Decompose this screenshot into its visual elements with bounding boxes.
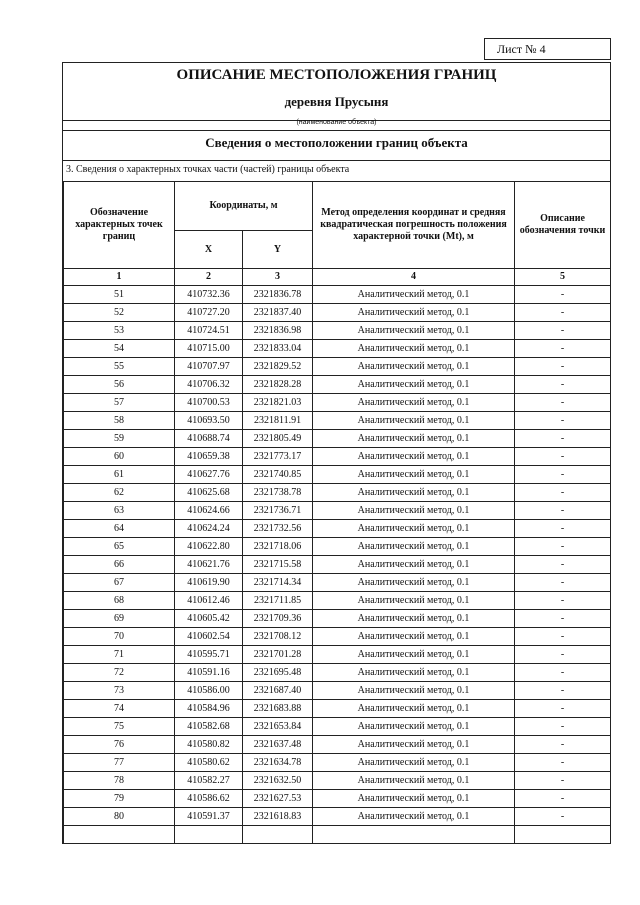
table-row [64,520,611,538]
description-cell: - [515,484,611,502]
description-cell: - [515,610,611,628]
method-cell: Аналитический метод, 0.1 [313,502,515,520]
coord-y: 2321821.03 [243,394,313,412]
header-description: Описание обозначения точки [515,182,611,269]
table-row [64,322,611,340]
coord-y: 2321708.12 [243,628,313,646]
divider [63,160,610,161]
coord-x: 410627.76 [175,466,243,484]
empty-cell [515,826,611,844]
coord-x: 410715.00 [175,340,243,358]
point-number: 56 [64,376,175,394]
point-number: 76 [64,736,175,754]
description-cell: - [515,520,611,538]
empty-row [64,826,611,844]
point-number: 53 [64,322,175,340]
method-cell: Аналитический метод, 0.1 [313,628,515,646]
empty-cell [313,826,515,844]
table-row [64,790,611,808]
coord-x: 410605.42 [175,610,243,628]
coord-y: 2321701.28 [243,646,313,664]
column-number: 2 [175,269,243,286]
method-cell: Аналитический метод, 0.1 [313,718,515,736]
description-cell: - [515,736,611,754]
coord-y: 2321805.49 [243,430,313,448]
point-number: 60 [64,448,175,466]
method-cell: Аналитический метод, 0.1 [313,754,515,772]
table-row [64,304,611,322]
description-cell: - [515,592,611,610]
description-cell: - [515,286,611,304]
coord-y: 2321714.34 [243,574,313,592]
header-coords: Координаты, м [175,182,313,231]
coord-y: 2321637.48 [243,736,313,754]
coord-y: 2321683.88 [243,700,313,718]
coord-x: 410591.16 [175,664,243,682]
description-cell: - [515,376,611,394]
description-cell: - [515,628,611,646]
coord-y: 2321627.53 [243,790,313,808]
coord-x: 410659.38 [175,448,243,466]
table-row [64,628,611,646]
point-number: 66 [64,556,175,574]
table-row [64,808,611,826]
coord-x: 410580.82 [175,736,243,754]
table-row [64,574,611,592]
description-cell: - [515,682,611,700]
header-y: Y [243,231,313,269]
method-cell: Аналитический метод, 0.1 [313,772,515,790]
method-cell: Аналитический метод, 0.1 [313,520,515,538]
header-point: Обозначение характерных точек границ [64,182,175,269]
description-cell: - [515,754,611,772]
method-cell: Аналитический метод, 0.1 [313,538,515,556]
description-cell: - [515,718,611,736]
point-number: 70 [64,628,175,646]
coord-x: 410586.00 [175,682,243,700]
table-row [64,502,611,520]
method-cell: Аналитический метод, 0.1 [313,664,515,682]
table-row [64,664,611,682]
point-number: 57 [64,394,175,412]
empty-cell [243,826,313,844]
method-cell: Аналитический метод, 0.1 [313,736,515,754]
coord-x: 410700.53 [175,394,243,412]
table-row [64,718,611,736]
coord-x: 410595.71 [175,646,243,664]
coord-x: 410706.32 [175,376,243,394]
method-cell: Аналитический метод, 0.1 [313,286,515,304]
sheet-number: Лист № 4 [484,38,611,60]
table-row [64,682,611,700]
method-cell: Аналитический метод, 0.1 [313,610,515,628]
coord-y: 2321740.85 [243,466,313,484]
coord-x: 410707.97 [175,358,243,376]
header-method: Метод определения координат и средняя квадратическая погрешность положения характерной точки (Mt), м [313,182,515,269]
point-number: 58 [64,412,175,430]
point-number: 71 [64,646,175,664]
table-row [64,754,611,772]
table-row [64,358,611,376]
description-cell: - [515,556,611,574]
method-cell: Аналитический метод, 0.1 [313,394,515,412]
method-cell: Аналитический метод, 0.1 [313,322,515,340]
coord-y: 2321736.71 [243,502,313,520]
point-number: 67 [64,574,175,592]
method-cell: Аналитический метод, 0.1 [313,376,515,394]
coord-y: 2321718.06 [243,538,313,556]
document-title: ОПИСАНИЕ МЕСТОПОЛОЖЕНИЯ ГРАНИЦ [176,67,497,83]
point-number: 63 [64,502,175,520]
coord-x: 410693.50 [175,412,243,430]
point-number: 74 [64,700,175,718]
table-row [64,376,611,394]
divider [63,130,610,131]
coord-y: 2321828.28 [243,376,313,394]
method-cell: Аналитический метод, 0.1 [313,592,515,610]
method-cell: Аналитический метод, 0.1 [313,304,515,322]
coord-x: 410591.37 [175,808,243,826]
description-cell: - [515,664,611,682]
coord-x: 410582.27 [175,772,243,790]
section-title: Сведения о местоположении границ объекта [205,135,468,150]
coord-y: 2321836.78 [243,286,313,304]
method-cell: Аналитический метод, 0.1 [313,646,515,664]
coord-x: 410625.68 [175,484,243,502]
table-row [64,646,611,664]
coord-y: 2321829.52 [243,358,313,376]
description-cell: - [515,502,611,520]
method-cell: Аналитический метод, 0.1 [313,682,515,700]
point-number: 54 [64,340,175,358]
table-row [64,430,611,448]
method-cell: Аналитический метод, 0.1 [313,448,515,466]
coord-y: 2321833.04 [243,340,313,358]
coord-y: 2321715.58 [243,556,313,574]
table-row [64,448,611,466]
table-row [64,340,611,358]
coord-y: 2321632.50 [243,772,313,790]
point-number: 68 [64,592,175,610]
description-cell: - [515,808,611,826]
coord-x: 410586.62 [175,790,243,808]
point-number: 64 [64,520,175,538]
description-cell: - [515,772,611,790]
point-number: 62 [64,484,175,502]
description-cell: - [515,358,611,376]
method-cell: Аналитический метод, 0.1 [313,466,515,484]
column-number: 5 [515,269,611,286]
method-cell: Аналитический метод, 0.1 [313,574,515,592]
coord-x: 410688.74 [175,430,243,448]
method-cell: Аналитический метод, 0.1 [313,484,515,502]
method-cell: Аналитический метод, 0.1 [313,412,515,430]
coord-x: 410622.80 [175,538,243,556]
description-cell: - [515,790,611,808]
description-cell: - [515,430,611,448]
point-number: 55 [64,358,175,376]
method-cell: Аналитический метод, 0.1 [313,430,515,448]
point-number: 69 [64,610,175,628]
description-cell: - [515,646,611,664]
table-row [64,286,611,304]
coord-x: 410727.20 [175,304,243,322]
table-row [64,592,611,610]
coord-x: 410624.24 [175,520,243,538]
table-row [64,772,611,790]
point-number: 59 [64,430,175,448]
point-number: 61 [64,466,175,484]
coord-y: 2321695.48 [243,664,313,682]
table-row [64,484,611,502]
coord-y: 2321653.84 [243,718,313,736]
table-row [64,466,611,484]
point-number: 79 [64,790,175,808]
point-number: 75 [64,718,175,736]
coord-x: 410619.90 [175,574,243,592]
table-row [64,610,611,628]
coord-y: 2321711.85 [243,592,313,610]
description-cell: - [515,574,611,592]
method-cell: Аналитический метод, 0.1 [313,790,515,808]
coord-y: 2321837.40 [243,304,313,322]
method-cell: Аналитический метод, 0.1 [313,556,515,574]
column-number: 1 [64,269,175,286]
point-number: 77 [64,754,175,772]
coord-y: 2321687.40 [243,682,313,700]
point-number: 73 [64,682,175,700]
coord-x: 410732.36 [175,286,243,304]
point-number: 51 [64,286,175,304]
description-cell: - [515,538,611,556]
coord-y: 2321618.83 [243,808,313,826]
description-cell: - [515,448,611,466]
table-row [64,700,611,718]
coord-x: 410580.62 [175,754,243,772]
point-number: 72 [64,664,175,682]
column-number: 3 [243,269,313,286]
description-cell: - [515,304,611,322]
description-cell: - [515,412,611,430]
table-row [64,394,611,412]
coord-x: 410624.66 [175,502,243,520]
points-table [63,181,611,844]
subsection-title: 3. Сведения о характерных точках части (частей) границы объекта [66,164,350,175]
point-number: 65 [64,538,175,556]
point-number: 78 [64,772,175,790]
point-number: 80 [64,808,175,826]
coord-y: 2321773.17 [243,448,313,466]
coord-y: 2321634.78 [243,754,313,772]
table-row [64,412,611,430]
coord-y: 2321738.78 [243,484,313,502]
coord-x: 410584.96 [175,700,243,718]
coord-y: 2321709.36 [243,610,313,628]
coord-x: 410602.54 [175,628,243,646]
method-cell: Аналитический метод, 0.1 [313,340,515,358]
description-cell: - [515,466,611,484]
point-number: 52 [64,304,175,322]
object-name: деревня Прусыня [284,94,389,109]
coord-y: 2321836.98 [243,322,313,340]
column-number: 4 [313,269,515,286]
coord-x: 410621.76 [175,556,243,574]
table-row [64,538,611,556]
coord-x: 410582.68 [175,718,243,736]
coord-x: 410612.46 [175,592,243,610]
method-cell: Аналитический метод, 0.1 [313,358,515,376]
coord-x: 410724.51 [175,322,243,340]
empty-cell [64,826,175,844]
table-row [64,736,611,754]
description-cell: - [515,700,611,718]
empty-cell [175,826,243,844]
table-row [64,556,611,574]
description-cell: - [515,340,611,358]
coord-y: 2321732.56 [243,520,313,538]
header-x: X [175,231,243,269]
object-name-caption: (наименование объекта) [296,119,377,126]
description-cell: - [515,322,611,340]
document-frame [62,62,611,844]
method-cell: Аналитический метод, 0.1 [313,808,515,826]
coord-y: 2321811.91 [243,412,313,430]
description-cell: - [515,394,611,412]
method-cell: Аналитический метод, 0.1 [313,700,515,718]
